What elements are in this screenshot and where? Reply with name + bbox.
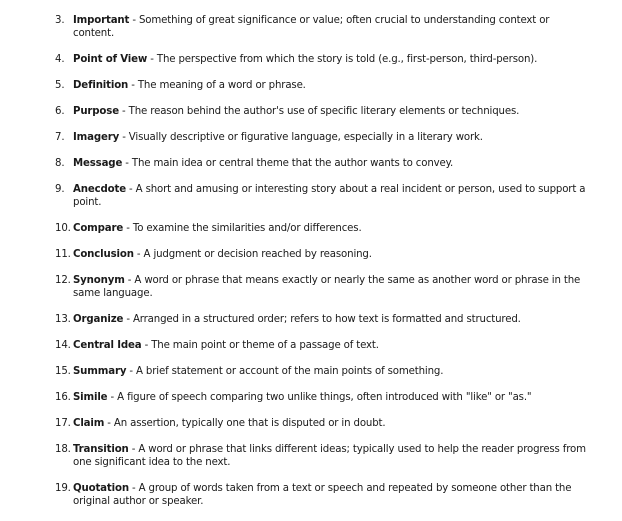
list-item	[0, 131, 622, 144]
list-item	[0, 443, 622, 469]
list-item	[0, 183, 622, 209]
item-term: Message	[73, 158, 123, 169]
item-term: Quotation	[73, 483, 129, 494]
item-definition: - A judgment or decision reached by reasoning.	[133, 249, 372, 260]
item-term: Point of View	[73, 54, 148, 65]
item-number	[55, 0, 64, 1]
item-definition: - Arranged in a structured order; refers to how text is formatted and structured.	[123, 314, 521, 325]
list-item	[0, 105, 622, 118]
item-term: Imagery	[73, 132, 120, 143]
item-definition: - A figure of speech comparing two unlike things, often introduced with "like" or "as."	[107, 392, 532, 403]
item-number: 19.	[55, 483, 71, 494]
item-definition: - A group of words taken from a text or speech and repeated by someone other than the original author or speaker.	[73, 483, 572, 507]
item-term: Synonym	[73, 275, 125, 286]
item-term: Organize	[73, 314, 124, 325]
item-term: Transition	[73, 444, 129, 455]
item-term: Definition	[73, 80, 129, 91]
item-term: Summary	[73, 366, 127, 377]
item-definition: - A word or phrase that means exactly or nearly the same as another word or phrase in the same language.	[73, 275, 581, 299]
list-item	[0, 339, 622, 352]
item-definition: - An assertion, typically one that is disputed or in doubt.	[104, 418, 386, 429]
list-item	[0, 248, 622, 261]
item-number: 3.	[55, 15, 65, 26]
list-item	[0, 391, 622, 404]
item-number: 14.	[55, 340, 71, 351]
item-definition: - The reason behind the author's use of specific literary elements or techniques.	[118, 106, 520, 117]
item-definition: - The meaning of a word or phrase.	[128, 80, 306, 91]
list-item	[0, 0, 622, 1]
list-item	[0, 14, 622, 40]
item-number: 7.	[55, 132, 65, 143]
item-number: 10.	[55, 223, 71, 234]
list-item	[0, 365, 622, 378]
item-number: 12.	[55, 275, 71, 286]
item-number: 6.	[55, 106, 65, 117]
list-item	[0, 53, 622, 66]
list-item	[0, 313, 622, 326]
item-number: 5.	[55, 80, 65, 91]
list-item	[0, 482, 622, 508]
item-definition: - The perspective from which the story is told (e.g., first-person, third-person).	[147, 54, 538, 65]
item-term: Compare	[73, 223, 124, 234]
item-number: 16.	[55, 392, 71, 403]
list-item	[0, 222, 622, 235]
item-definition: - A word or phrase that links different ideas; typically used to help the reader progress from one significant idea to the next.	[73, 444, 586, 468]
item-number: 4.	[55, 54, 65, 65]
item-definition: - A short and amusing or interesting story about a real incident or person, used to support a point.	[73, 184, 586, 208]
item-definition: - To examine the similarities and/or differences.	[123, 223, 362, 234]
item-number: 8.	[55, 158, 65, 169]
item-term: Simile	[73, 392, 108, 403]
item-definition: - Something of great significance or value; often crucial to understanding context or content.	[73, 15, 550, 39]
item-number: 11.	[55, 249, 71, 260]
item-number: 18.	[55, 444, 71, 455]
item-definition: - A brief statement or account of the main points of something.	[126, 366, 444, 377]
item-term: Important	[73, 15, 130, 26]
list-item	[0, 417, 622, 430]
item-term: Central Idea	[73, 340, 142, 351]
item-number: 15.	[55, 366, 71, 377]
item-term: Conclusion	[73, 249, 134, 260]
item-number: 13.	[55, 314, 71, 325]
item-definition: - The main point or theme of a passage of text.	[141, 340, 379, 351]
item-term: Claim	[73, 418, 105, 429]
list-item	[0, 157, 622, 170]
item-term: Anecdote	[73, 184, 126, 195]
list-item	[0, 79, 622, 92]
item-number: 9.	[55, 184, 65, 195]
item-definition: - The main idea or central theme that the author wants to convey.	[122, 158, 454, 169]
item-number: 17.	[55, 418, 71, 429]
item-term: Purpose	[73, 106, 119, 117]
item-definition: - Visually descriptive or figurative language, especially in a literary work.	[119, 132, 483, 143]
list-item	[0, 274, 622, 300]
